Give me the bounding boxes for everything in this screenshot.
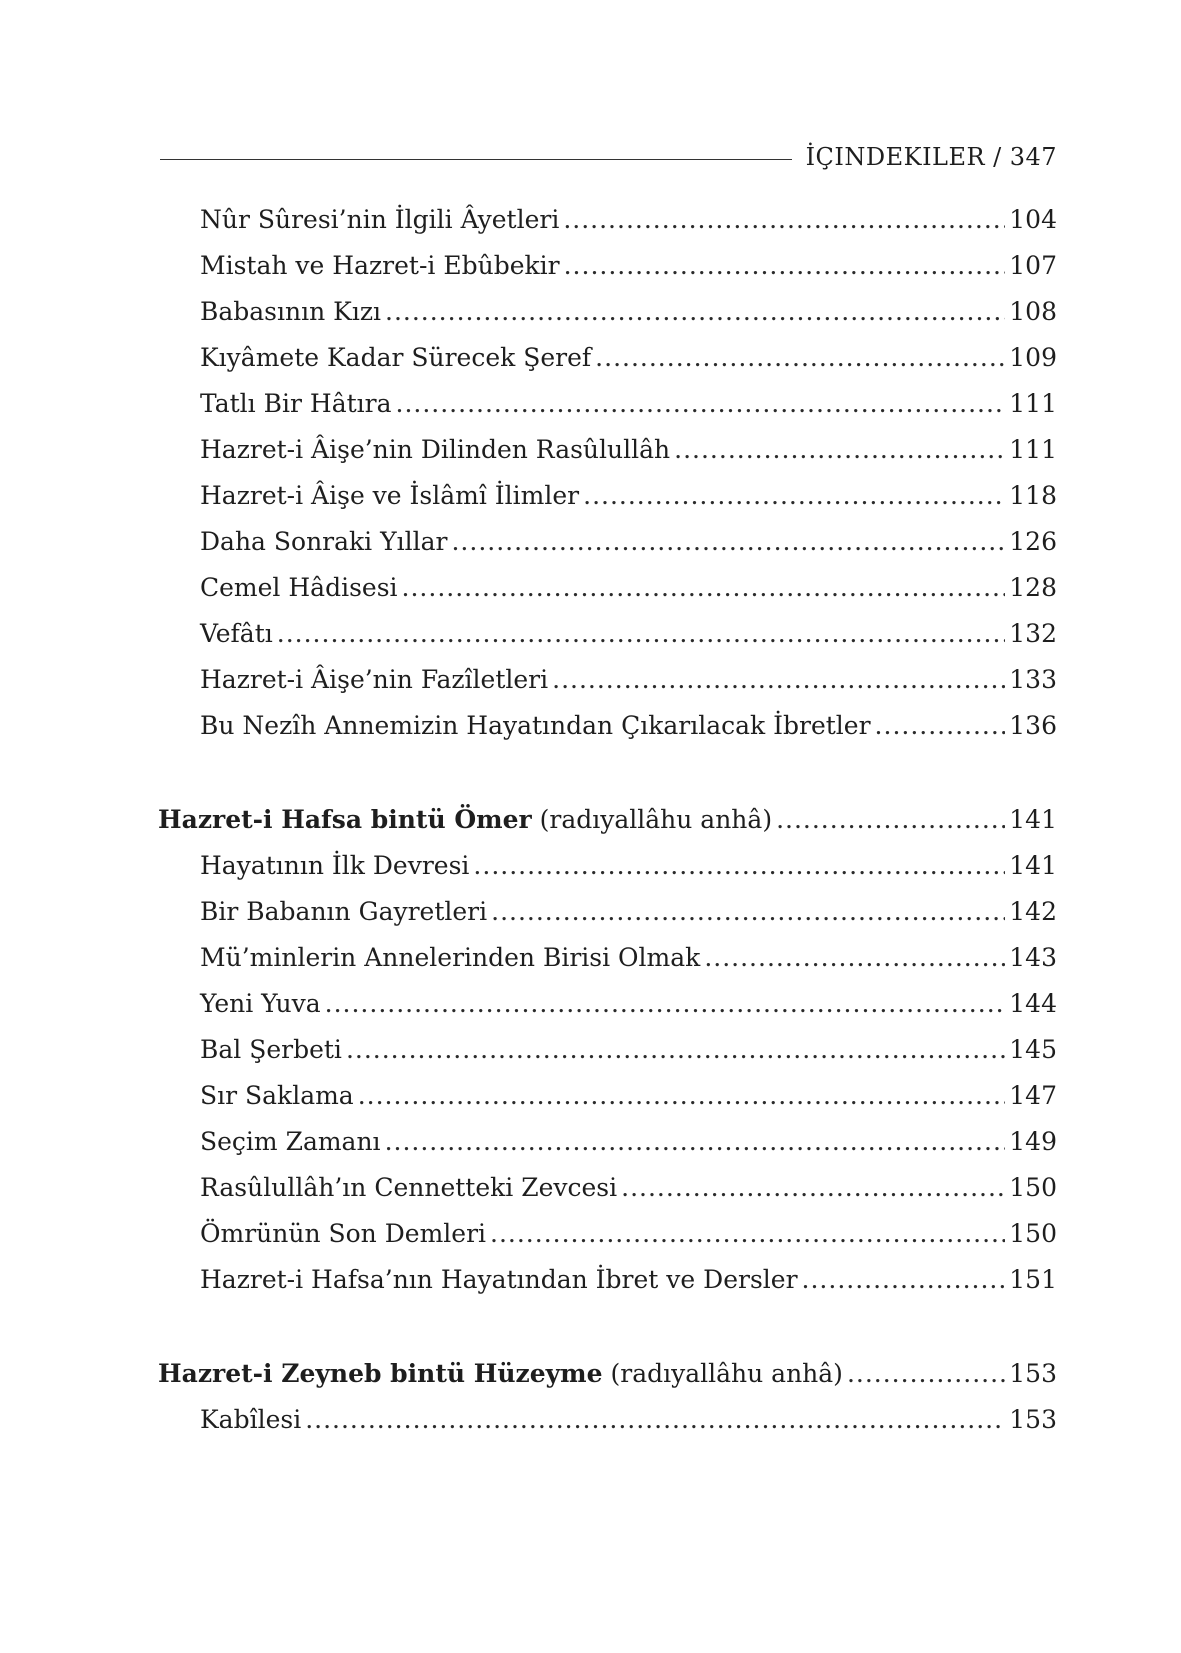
toc-entry <box>200 706 1057 746</box>
toc-entry-page: 141 <box>1009 851 1057 880</box>
toc-entry-title: Sır Saklama <box>200 1081 354 1110</box>
toc-entry-page: 111 <box>1009 389 1057 418</box>
toc-entry <box>200 1122 1057 1162</box>
section-heading-page: 153 <box>1009 1359 1057 1388</box>
toc-entry <box>200 614 1057 654</box>
header-title: İÇINDEKILER <box>805 143 986 171</box>
toc-entry-page: 109 <box>1009 343 1057 372</box>
section-heading-suffix: (radıyallâhu anhâ) <box>539 805 773 834</box>
toc-entry-page: 151 <box>1009 1265 1057 1294</box>
toc-entry-page: 143 <box>1009 943 1057 972</box>
dot-leader <box>325 984 1006 1024</box>
toc-entry <box>200 660 1057 700</box>
toc-entry-title: Ömrünün Son Demleri <box>200 1219 487 1248</box>
toc-entry <box>200 430 1057 470</box>
toc-entry <box>200 1030 1057 1070</box>
dot-leader <box>346 1030 1005 1070</box>
toc-entry <box>200 522 1057 562</box>
dot-leader <box>564 246 1006 286</box>
toc-entry-title: Yeni Yuva <box>200 989 321 1018</box>
toc-entry-page: 133 <box>1009 665 1057 694</box>
toc-entry-title: Tatlı Bir Hâtıra <box>200 389 392 418</box>
dot-leader <box>277 614 1006 654</box>
toc-entry-title: Vefâtı <box>200 619 273 648</box>
toc-entry <box>200 1260 1057 1300</box>
toc-entry-title: Mistah ve Hazret-i Ebûbekir <box>200 251 560 280</box>
toc-entry-title: Seçim Zamanı <box>200 1127 381 1156</box>
dot-leader <box>875 706 1006 746</box>
toc-entry-page: 142 <box>1009 897 1057 926</box>
dot-leader <box>305 1400 1005 1440</box>
dot-leader <box>473 846 1005 886</box>
header-text <box>806 143 1057 171</box>
toc-entry <box>200 384 1057 424</box>
toc-entry-title: Rasûlullâh’ın Cennetteki Zevcesi <box>200 1173 618 1202</box>
toc-entry-page: 149 <box>1009 1127 1057 1156</box>
section-heading-name: Hazret-i Zeyneb bintü Hüzeyme <box>158 1359 603 1388</box>
toc-entry <box>200 1168 1057 1208</box>
section-heading-name: Hazret-i Hafsa bintü Ömer <box>158 805 532 834</box>
dot-leader <box>704 938 1005 978</box>
toc-entry-page: 145 <box>1009 1035 1057 1064</box>
dot-leader <box>396 384 1006 424</box>
section-heading-page: 141 <box>1009 805 1057 834</box>
dot-leader <box>490 1214 1005 1254</box>
toc-entry <box>200 200 1057 240</box>
toc-entry-page: 150 <box>1009 1173 1057 1202</box>
dot-leader <box>583 476 1005 516</box>
toc-entry-title: Hazret-i Âişe’nin Dilinden Rasûlullâh <box>200 435 671 464</box>
toc-section-heading <box>158 1354 1057 1394</box>
header-page-number: 347 <box>1009 143 1057 171</box>
toc-entry-title: Hazret-i Âişe ve İslâmî İlimler <box>200 481 580 510</box>
toc-entry <box>200 1076 1057 1116</box>
dot-leader <box>402 568 1006 608</box>
dot-leader <box>776 800 1005 840</box>
toc-entry <box>200 568 1057 608</box>
dot-leader <box>552 660 1005 700</box>
section-heading-title <box>158 800 772 840</box>
toc-entry-page: 132 <box>1009 619 1057 648</box>
toc-entry-page: 107 <box>1009 251 1057 280</box>
header-rule <box>160 159 792 160</box>
toc-entry <box>200 938 1057 978</box>
dot-leader <box>674 430 1005 470</box>
running-header <box>160 137 1057 177</box>
toc-entry-page: 104 <box>1009 205 1057 234</box>
toc-entry-title: Kıyâmete Kadar Sürecek Şeref <box>200 343 592 372</box>
toc-entry-page: 126 <box>1009 527 1057 556</box>
toc-entry-page: 118 <box>1009 481 1057 510</box>
dot-leader <box>358 1076 1006 1116</box>
dot-leader <box>802 1260 1006 1300</box>
toc-entry <box>200 476 1057 516</box>
toc-entry-page: 147 <box>1009 1081 1057 1110</box>
header-separator: / <box>993 143 1002 171</box>
toc-entry-page: 150 <box>1009 1219 1057 1248</box>
dot-leader <box>491 892 1005 932</box>
dot-leader <box>595 338 1005 378</box>
toc-entry-page: 108 <box>1009 297 1057 326</box>
toc-entry-title: Bu Nezîh Annemizin Hayatından Çıkarılacak İbretler <box>200 711 871 740</box>
dot-leader <box>385 1122 1006 1162</box>
section-heading-suffix: (radıyallâhu anhâ) <box>610 1359 843 1388</box>
toc-entry-page: 136 <box>1009 711 1057 740</box>
toc-entry <box>200 1214 1057 1254</box>
toc-entry-title: Hayatının İlk Devresi <box>200 851 470 880</box>
toc-entry <box>200 1400 1057 1440</box>
toc-entry <box>200 984 1057 1024</box>
toc-entry-title: Babasının Kızı <box>200 297 381 326</box>
toc-entry-page: 111 <box>1009 435 1057 464</box>
toc-entry-title: Kabîlesi <box>200 1405 302 1434</box>
toc-entry-title: Hazret-i Hafsa’nın Hayatından İbret ve Dersler <box>200 1265 798 1294</box>
toc-entry-title: Nûr Sûresi’nin İlgili Âyetleri <box>200 205 560 234</box>
toc-entry <box>200 246 1057 286</box>
toc-entry-title: Daha Sonraki Yıllar <box>200 527 448 556</box>
toc-entry-page: 128 <box>1009 573 1057 602</box>
dot-leader <box>385 292 1005 332</box>
toc-entry-page: 153 <box>1009 1405 1057 1434</box>
dot-leader <box>621 1168 1005 1208</box>
toc-entry-title: Hazret-i Âişe’nin Fazîletleri <box>200 665 549 694</box>
toc-entry-title: Bal Şerbeti <box>200 1035 342 1064</box>
dot-leader <box>847 1354 1005 1394</box>
toc-section-heading <box>158 800 1057 840</box>
dot-leader <box>563 200 1005 240</box>
toc-entry-title: Cemel Hâdisesi <box>200 573 398 602</box>
toc-entry-title: Bir Babanın Gayretleri <box>200 897 488 926</box>
dot-leader <box>451 522 1005 562</box>
toc-entry <box>200 292 1057 332</box>
toc-entry-page: 144 <box>1009 989 1057 1018</box>
section-heading-title <box>158 1354 843 1394</box>
toc-entry <box>200 892 1057 932</box>
toc-entry-title: Mü’minlerin Annelerinden Birisi Olmak <box>200 943 701 972</box>
toc-entry <box>200 846 1057 886</box>
toc-entry <box>200 338 1057 378</box>
